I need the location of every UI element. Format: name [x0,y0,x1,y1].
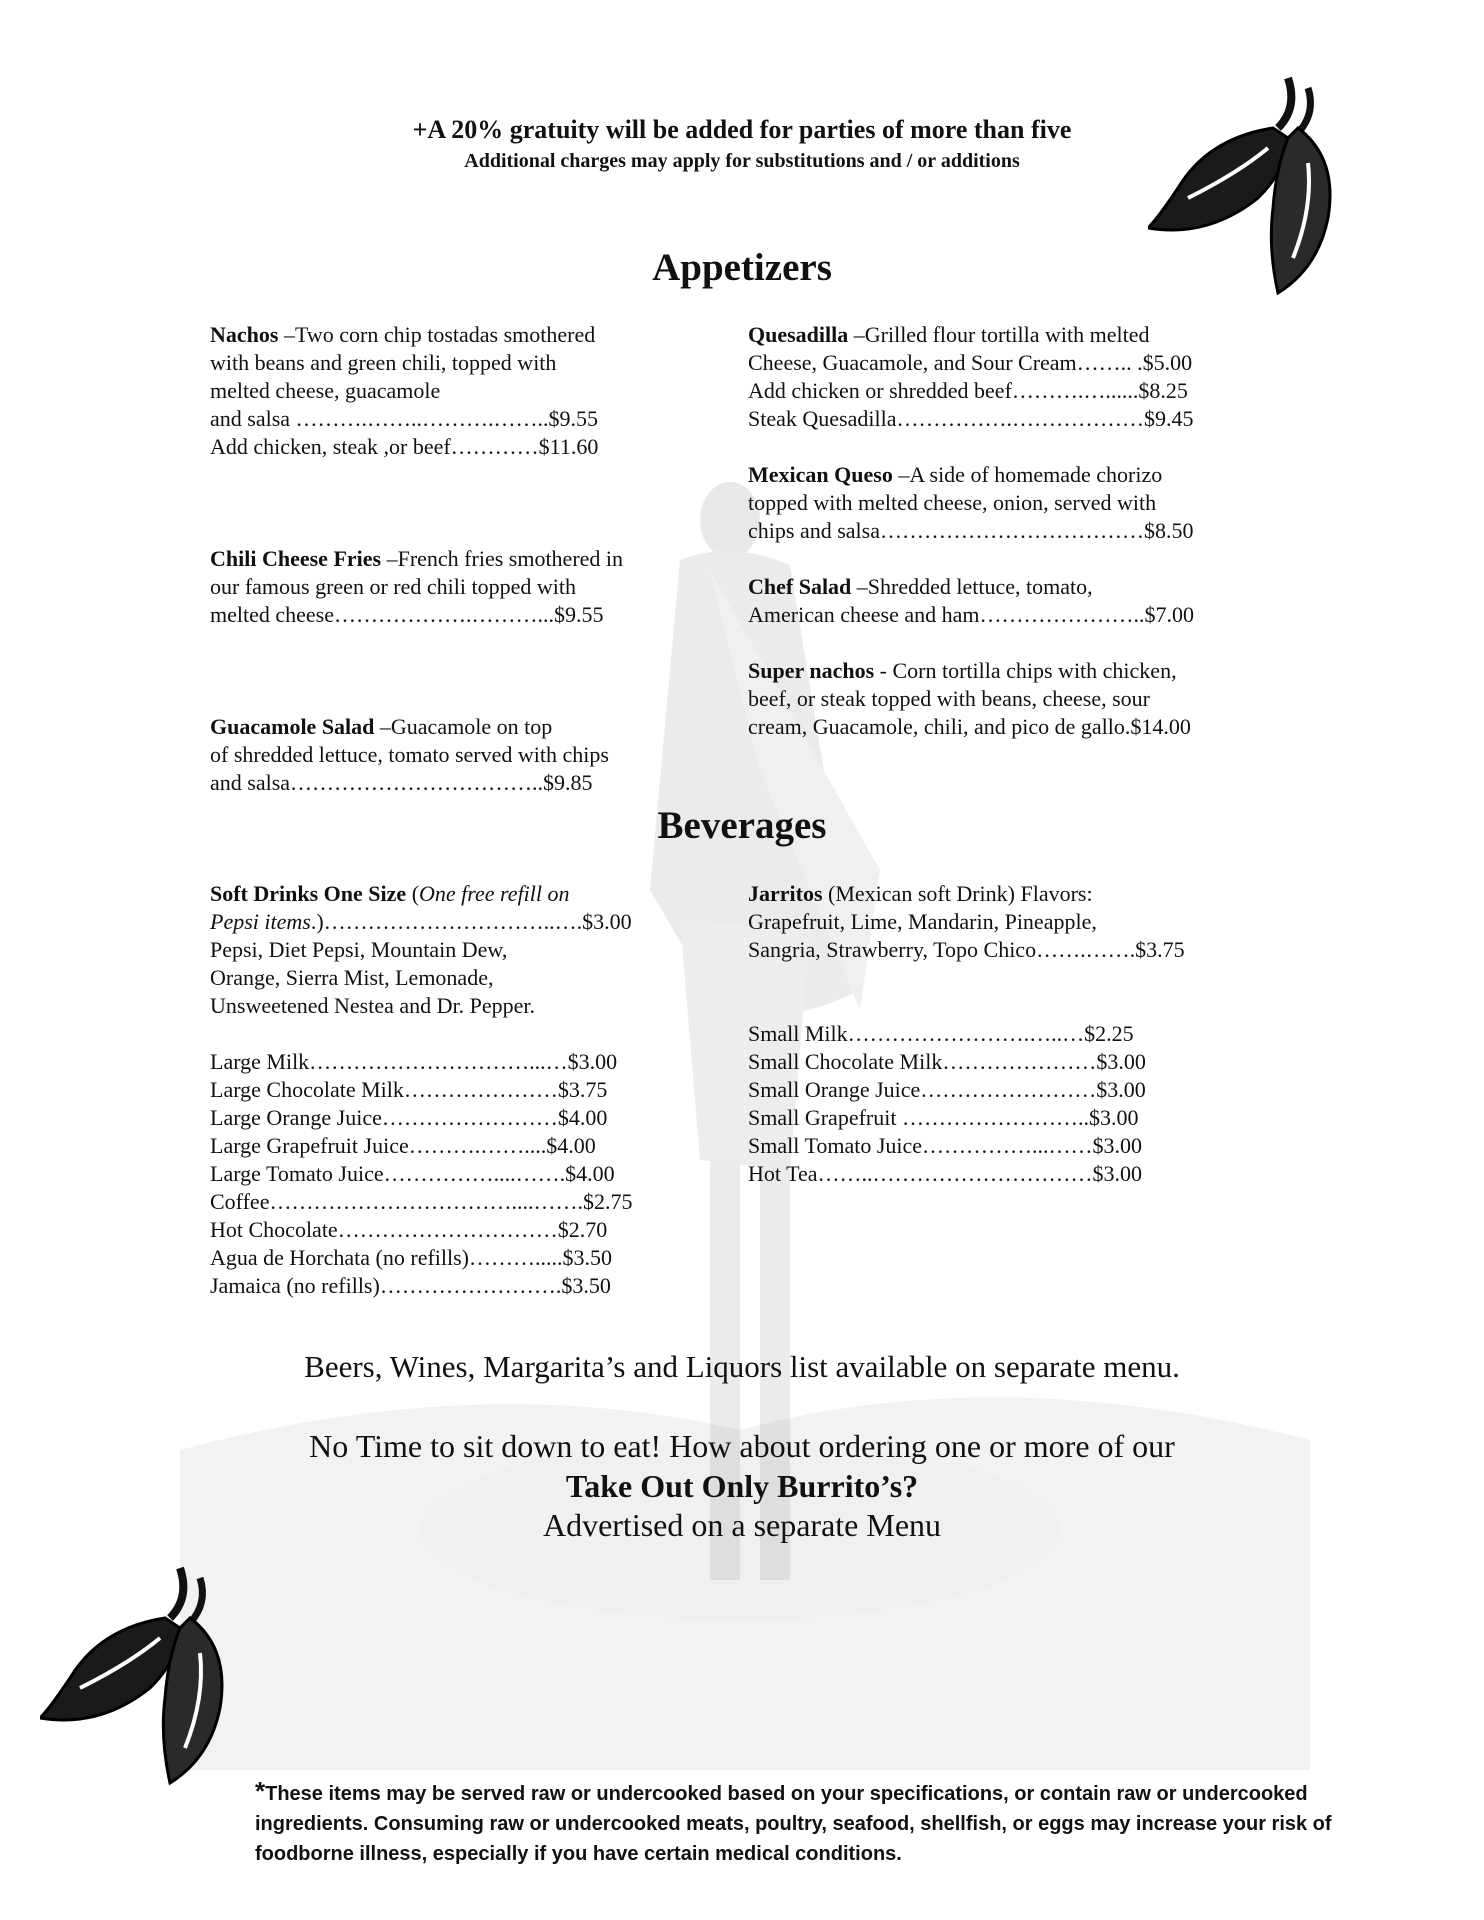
appetizers-left-column [210,321,623,797]
item-name: Guacamole Salad [210,714,375,739]
gratuity-notice: +A 20% gratuity will be added for parties of more than five [412,115,1072,144]
substitutions-notice: Additional charges may apply for substitutions and / or additions [464,150,1020,172]
item-name: Nachos [210,322,279,347]
list-item: Large Tomato Juice……………....…….$4.00 [210,1161,615,1186]
menu-item-mexican-queso: Mexican Queso –A side of homemade chorizo topped with melted cheese, onion, served with chips and salsa………………………………$8.50 [748,462,1194,543]
list-item: Hot Chocolate…………………………$2.70 [210,1217,608,1242]
list-item: Small Chocolate Milk…………………$3.00 [748,1049,1146,1074]
item-name: Chef Salad [748,574,852,599]
list-item: Coffee……………………………....…….$2.75 [210,1189,633,1214]
menu-item-nachos: Nachos –Two corn chip tostadas smothered with beans and green chili, topped with melted cheese, guacamole and salsa ……….……..……….……..$9.55 Add chicken, steak ,or beef…………$11.60 [210,322,599,459]
menu-item-chef-salad: Chef Salad –Shredded lettuce, tomato, American cheese and ham…………………..$7.00 [748,574,1194,627]
take-out-burritos-title: Take Out Only Burrito’s? [565,1468,919,1504]
item-name: Super nachos [748,658,875,683]
menu-item-jarritos: Jarritos (Mexican soft Drink) Flavors: Grapefruit, Lime, Mandarin, Pineapple, Sangria, Strawberry, Topo Chico…….…….$3.75 [748,881,1185,962]
menu-item-soft-drinks: Soft Drinks One Size (One free refill on Pepsi items.)…………………………..….$3.00 Pepsi, Diet Pepsi, Mountain Dew, Orange, Sierra Mist, Lemonade, Unsweetened Nestea and Dr. Pepper. [210,881,632,1018]
list-item: Hot Tea……..…………………………$3.00 [748,1161,1143,1186]
list-item: Small Tomato Juice……………...……$3.00 [748,1133,1143,1158]
list-item: Small Grapefruit ……………………..$3.00 [748,1105,1139,1130]
appetizers-right-column [748,321,1194,741]
beers-wines-note: Beers, Wines, Margarita’s and Liquors list available on separate menu. [304,1349,1180,1384]
food-safety-disclaimer: *These items may be served raw or undercooked based on your specifications, or contain raw or undercooked ingredients. Consuming raw or undercooked meats, poultry, seafood, shellfish, or eggs may increase your risk of foodborne illness, especially if you have certain medical conditions. [255,1776,1332,1865]
beverages-heading: Beverages [657,804,827,847]
list-item: Large Milk…………………………...…$3.00 [210,1049,618,1074]
chili-pepper-icon [40,1558,240,1788]
menu-item-quesadilla: Quesadilla –Grilled flour tortilla with melted Cheese, Guacamole, and Sour Cream…….. .$5.00 Add chicken or shredded beef……….…......$8.25 Steak Quesadilla…………….………………$9.45 [748,322,1194,431]
menu-item-chili-cheese-fries: Chili Cheese Fries –French fries smothered in our famous green or red chili topped with melted cheese……………….………...$9.55 [210,546,624,627]
beverages-right-column [748,880,1185,1188]
take-out-note: No Time to sit down to eat! How about ordering one or more of our [309,1428,1175,1464]
item-name: Soft Drinks One Size [210,881,407,906]
list-item: Large Chocolate Milk…………………$3.75 [210,1077,608,1102]
beverages-left-column [210,880,632,1300]
list-item: Agua de Horchata (no refills)……….....$3.50 [210,1245,613,1270]
list-item: Large Orange Juice……………………$4.00 [210,1105,608,1130]
advertised-note: Advertised on a separate Menu [542,1507,942,1543]
item-name: Jarritos [748,881,823,906]
list-item: Small Milk…………………….…..…$2.25 [748,1021,1134,1046]
menu-item-guacamole-salad: Guacamole Salad –Guacamole on top of shredded lettuce, tomato served with chips and salsa……………………………..$9.85 [210,714,609,795]
item-name: Chili Cheese Fries [210,546,382,571]
list-item: Jamaica (no refills)…………………….$3.50 [210,1273,611,1298]
item-name: Mexican Queso [748,462,893,487]
list-item: Small Orange Juice……………………$3.00 [748,1077,1146,1102]
appetizers-heading: Appetizers [652,246,832,289]
menu-item-super-nachos: Super nachos - Corn tortilla chips with chicken, beef, or steak topped with beans, cheese, sour cream, Guacamole, chili, and pico de gallo.$14.00 [748,658,1191,739]
item-name: Quesadilla [748,322,849,347]
list-item: Large Grapefruit Juice……….……....$4.00 [210,1133,596,1158]
